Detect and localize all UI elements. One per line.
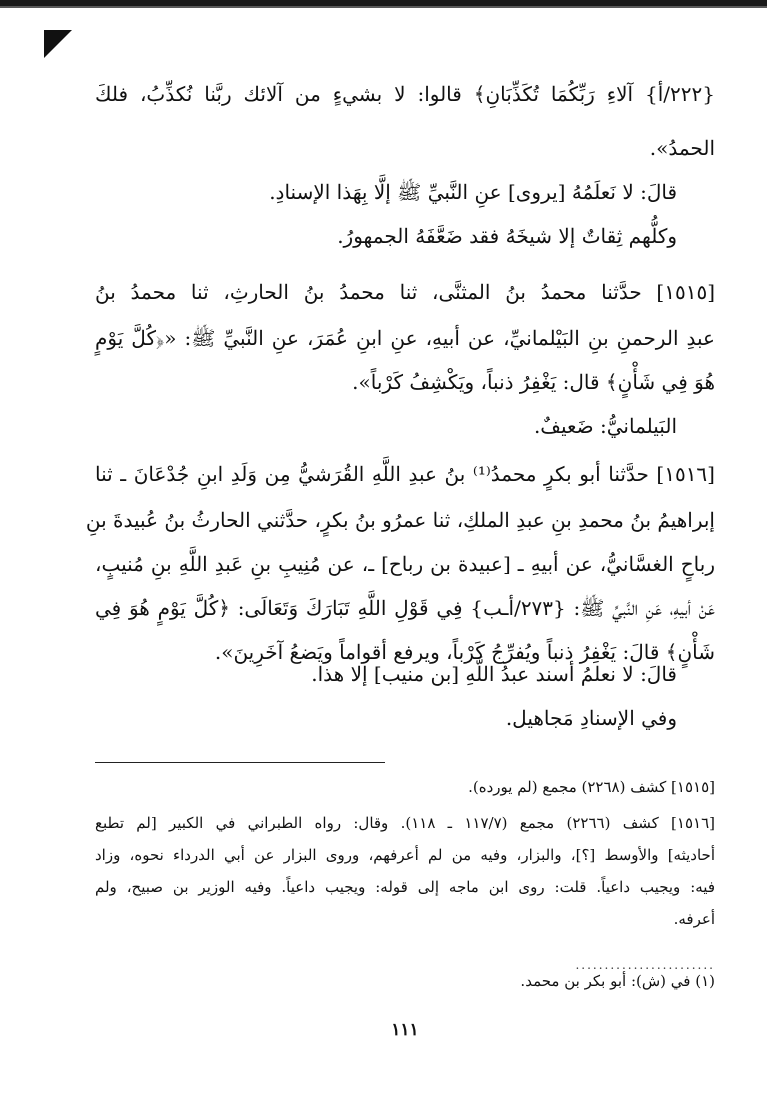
text-line: إبراهيمُ بنُ محمدِ بنِ عبدِ الملكِ، ثنا عمرُو بنُ بكرٍ، حدَّثني الحارثُ بنُ عُبيدةَ بنِ — [85, 508, 715, 532]
footnote-1515: [١٥١٥] كشف (٢٢٦٨) مجمع (لم يورده). — [468, 778, 715, 796]
corner-triangle-icon — [44, 30, 72, 58]
footnote-1516: [١٥١٦] كشف (٢٢٦٦) مجمع (١١٧/٧ ـ ١١٨). وقال: رواه الطبراني في الكبير [لم تطبع — [95, 814, 715, 832]
text-line: عَنْ أبيهِ، عَنِ النَّبيِّ ﷺ: {٢٧٣/أـب} فِي قَوْلِ اللَّهِ تَبَارَكَ وَتَعَالَى: ﴿كُلَّ يَوْمٍ هُوَ فِي — [95, 596, 715, 620]
footnote-1: (١) في (ش): أبو بكر بن محمد. — [520, 972, 715, 990]
footnote-line: أعرفه. — [673, 910, 715, 928]
hadith-1516-line: [١٥١٦] حدَّثنا أبو بكرٍ محمدُ⁽¹⁾ بنُ عبدِ اللَّهِ القُرَشيُّ مِن وَلَدِ ابنِ جُدْعَانَ ـ ثنا — [95, 462, 715, 486]
text-line: هُوَ فِي شَأْنٍ﴾ قال: يَغْفِرُ ذنباً، ويَكْشِفُ كَرْباً». — [352, 370, 715, 394]
text-line: وفي الإسنادِ مَجاهيل. — [505, 706, 677, 730]
text-line: قالَ: لا نَعلَمُهُ [يروى] عنِ النَّبيِّ ﷺ إلَّا بِهَذا الإسنادِ. — [269, 180, 677, 204]
footnote-separator — [95, 762, 385, 763]
footnote-dots-separator: ........................ — [575, 958, 715, 972]
text-line: الحمدُ». — [649, 136, 715, 160]
text-line: قالَ: لا نعلمُ أسند عبدُ اللَّهِ [بن منيب] إلا هذا. — [311, 662, 677, 686]
hadith-1515-line: [١٥١٥] حدَّثنا محمدُ بنُ المثنَّى، ثنا محمدُ بنُ الحارثِ، ثنا محمدُ بنُ — [95, 280, 715, 304]
text-line: رباحٍ الغسَّانيُّ، عن أبيهِ ـ [عبيدة بن رباح] ـ، عن مُنِيبِ بنِ عَبدِ اللَّهِ بنِ مُنيبٍ، — [95, 552, 715, 576]
text-line: وكلُّهم ثِقاتٌ إلا شيخَهُ فقد ضَعَّفَهُ الجمهورُ. — [337, 224, 677, 248]
footnote-line: أحاديثه] والأوسط [؟]، والبزار، وفيه من لم أعرفهم، وروى البزار عن أبي الدرداء نحوه، وزاد — [95, 846, 715, 864]
text-line: {٢٢٢/أ} آلاءِ رَبِّكُمَا تُكَذِّبَانِ﴾ قالوا: لا بشيءٍ من آلائك ربَّنا نُكذِّبُ، فلكَ — [95, 82, 715, 106]
text-line: البَيلمانيُّ: ضَعيفٌ. — [533, 414, 677, 438]
text-line: شَأْنٍ﴾ قالَ: يَغْفِرُ ذنباً ويُفرِّجُ كَرْباً، ويرفع أقواماً ويَضعُ آخَرِينَ». — [214, 640, 715, 664]
footnote-line: فيه: ويجيب داعياً. قلت: روى ابن ماجه إلى قوله: ويجيب داعياً. وفيه الوزير بن صبيح، ولم — [95, 878, 715, 896]
page-number: ١١١ — [391, 1020, 419, 1040]
text-line: عبدِ الرحمنِ بنِ البَيْلمانيِّ، عن أبيهِ، عنِ ابنِ عُمَرَ، عنِ النَّبيِّ ﷺ: «﴿كُلَّ يَوْمٍ — [95, 326, 715, 350]
top-border-thin — [0, 6, 767, 8]
